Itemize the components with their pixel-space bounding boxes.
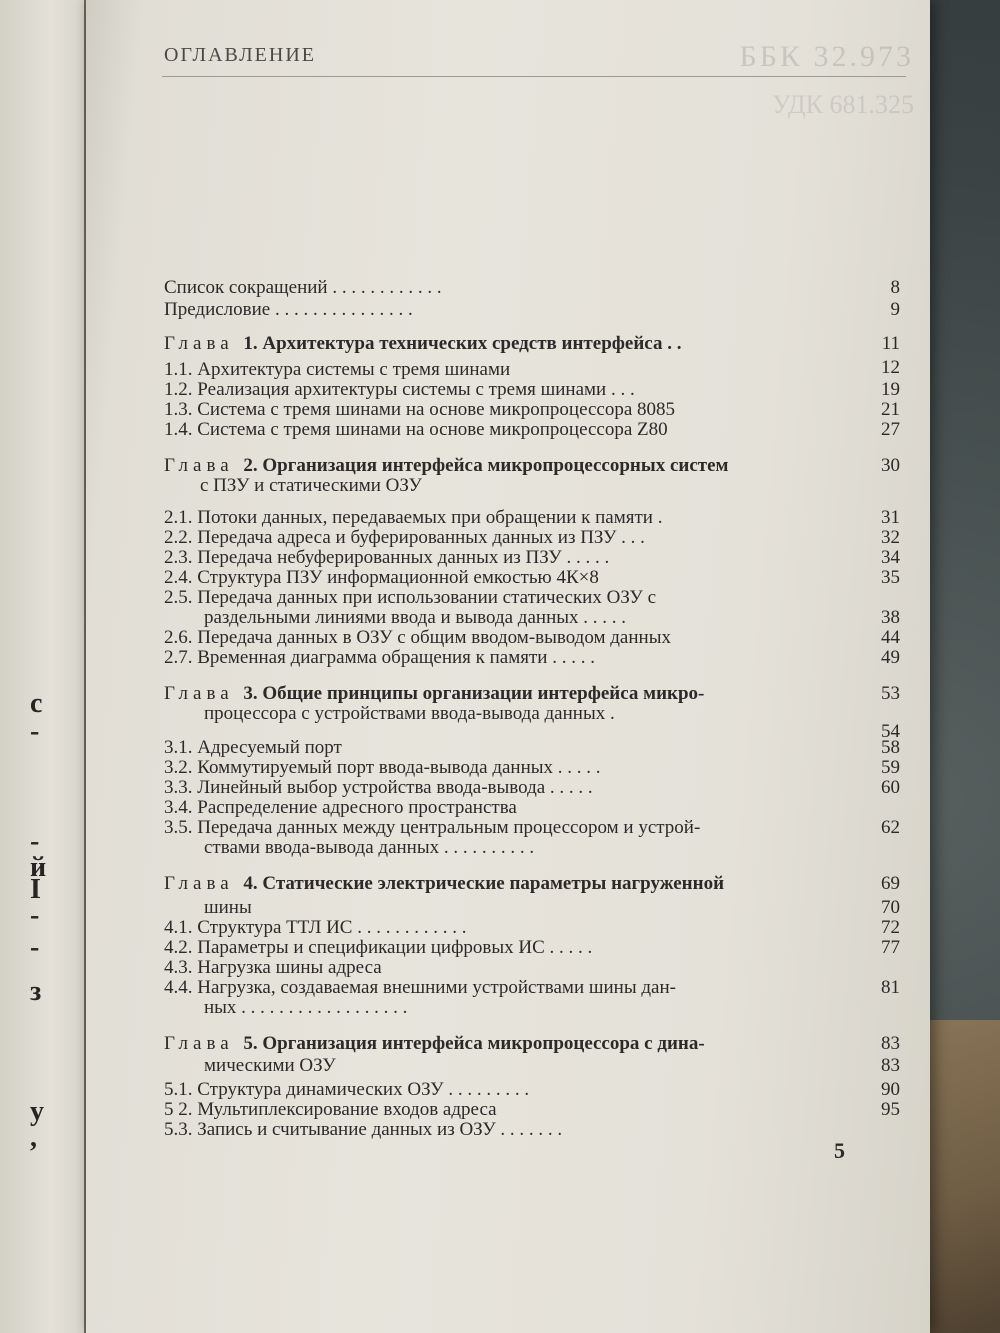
entry-page-number: 83 <box>881 1055 900 1076</box>
bleed-through-code: ББК 32.973 <box>739 40 914 73</box>
left-page-fragment: - <box>30 932 40 963</box>
toc-entry <box>164 918 880 938</box>
entry-title: 3.3. Линейный выбор устройства ввода-вывода . . . . . <box>164 777 593 798</box>
entry-title: 2.3. Передача небуферированных данных из ПЗУ . . . . . <box>164 547 610 568</box>
entry-title: 3.5. Передача данных между центральным процессором и устрой- <box>164 817 701 838</box>
entry-page-number: 69 <box>881 873 900 894</box>
entry-title: 3.4. Распределение адресного пространства <box>164 797 517 818</box>
toc-entry <box>164 476 916 496</box>
bleed-through-udc: УДК 681.325 <box>772 90 914 119</box>
chapter-entry <box>164 456 880 476</box>
chapter-prefix: Глава <box>164 333 244 354</box>
entry-page-number: 90 <box>881 1079 900 1100</box>
entry-page-number: 11 <box>881 333 900 354</box>
left-page-fragment: , <box>30 1122 37 1153</box>
toc-entry <box>164 1080 880 1100</box>
entry-page-number: 30 <box>881 455 900 476</box>
toc-entry <box>164 704 920 724</box>
left-page-fragment: у <box>30 1096 44 1127</box>
entry-page-number: 31 <box>881 507 900 528</box>
entry-title: 5.1. Структура динамических ОЗУ . . . . . . . . . <box>164 1079 530 1100</box>
left-page-fragment: - <box>30 826 40 857</box>
entry-page-number: 77 <box>881 937 900 958</box>
entry-title: 2.4. Структура ПЗУ информационной емкостью 4К×8 <box>164 567 599 588</box>
toc-entry <box>164 898 920 918</box>
toc-entry <box>164 778 880 798</box>
chapter-entry <box>164 1034 880 1054</box>
chapter-entry <box>164 684 880 704</box>
entry-page-number: 81 <box>881 977 900 998</box>
toc-entry <box>164 400 880 420</box>
entry-title: Список сокращений . . . . . . . . . . . . <box>164 277 442 298</box>
toc-entry <box>164 1120 880 1140</box>
entry-title: 2.5. Передача данных при использовании статических ОЗУ с <box>164 587 656 608</box>
entry-page-number: 58 <box>881 737 900 758</box>
entry-title: 2.2. Передача адреса и буферированных данных из ПЗУ . . . <box>164 527 645 548</box>
entry-page-number: 44 <box>881 627 900 648</box>
toc-entry <box>164 958 880 978</box>
left-page-fragment: й <box>30 852 47 883</box>
entry-page-number: 53 <box>881 683 900 704</box>
entry-title: 1.3. Система с тремя шинами на основе микропроцессора 8085 <box>164 399 676 420</box>
toc-entry <box>164 278 880 298</box>
entry-page-number: 59 <box>881 757 900 778</box>
toc-entry <box>164 978 880 998</box>
left-facing-page <box>0 0 86 1333</box>
entry-title: Предисловие . . . . . . . . . . . . . . . <box>164 299 413 320</box>
left-page-fragment: I <box>30 874 41 905</box>
entry-page-number: 19 <box>881 379 900 400</box>
entry-title: мическими ОЗУ <box>204 1055 336 1076</box>
entry-page-number: 70 <box>881 897 900 918</box>
entry-title: 4.1. Структура ТТЛ ИС . . . . . . . . . . . . <box>164 917 467 938</box>
toc-entry <box>164 1056 920 1076</box>
toc-entry <box>164 588 880 608</box>
entry-title: 2.1. Потоки данных, передаваемых при обращении к памяти . <box>164 507 663 528</box>
left-page-fragment: - <box>30 716 40 747</box>
toc-entry <box>164 608 920 628</box>
entry-title: 3.1. Адресуемый порт <box>164 737 342 758</box>
entry-page-number: 62 <box>881 817 900 838</box>
entry-title: ствами ввода-вывода данных . . . . . . . . . . <box>204 837 535 858</box>
chapter-prefix: Глава <box>164 455 244 476</box>
toc-entry <box>164 938 880 958</box>
toc-entry <box>164 508 880 528</box>
entry-title: 1.2. Реализация архитектуры системы с тремя шинами . . . <box>164 379 635 400</box>
entry-page-number: 8 <box>890 277 900 298</box>
entry-title: 3.2. Коммутируемый порт ввода-вывода данных . . . . . <box>164 757 601 778</box>
chapter-entry <box>164 334 880 354</box>
entry-page-number: 35 <box>881 567 900 588</box>
entry-page-number: 38 <box>881 607 900 628</box>
entry-title: 4.4. Нагрузка, создаваемая внешними устройствами шины дан- <box>164 977 676 998</box>
toc-entry <box>164 360 880 380</box>
entry-title: 2.7. Временная диаграмма обращения к памяти . . . . . <box>164 647 595 668</box>
entry-title: 5. Организация интерфейса микропроцессора с дина- <box>243 1033 705 1054</box>
entry-title: с ПЗУ и статическими ОЗУ <box>200 475 422 496</box>
entry-title: 4.3. Нагрузка шины адреса <box>164 957 382 978</box>
entry-page-number: 34 <box>881 547 900 568</box>
entry-page-number: 32 <box>881 527 900 548</box>
entry-title: шины <box>204 897 252 918</box>
entry-title: 5 2. Мультиплексирование входов адреса <box>164 1099 497 1120</box>
entry-title: 2.6. Передача данных в ОЗУ с общим вводом-выводом данных <box>164 627 671 648</box>
entry-page-number: 27 <box>881 419 900 440</box>
entry-page-number: 95 <box>881 1099 900 1120</box>
toc-entry <box>164 648 880 668</box>
header-rule <box>162 76 906 77</box>
chapter-prefix: Глава <box>164 873 244 894</box>
entry-title: 1.4. Система с тремя шинами на основе микропроцессора Z80 <box>164 419 668 440</box>
left-page-fragment: з <box>30 976 42 1007</box>
entry-page-number: 54 <box>881 721 900 742</box>
entry-title: 2. Организация интерфейса микропроцессорных систем <box>243 455 729 476</box>
entry-page-number: 49 <box>881 647 900 668</box>
entry-page-number: 83 <box>881 1033 900 1054</box>
chapter-prefix: Глава <box>164 683 244 704</box>
entry-title: 4. Статические электрические параметры нагруженной <box>243 873 725 894</box>
left-page-fragment: - <box>30 900 40 931</box>
chapter-prefix: Глава <box>164 1033 244 1054</box>
entry-title: 1.1. Архитектура системы с тремя шинами <box>164 359 511 380</box>
toc-entry <box>164 998 920 1018</box>
toc-entry <box>164 818 880 838</box>
toc-entry <box>164 420 880 440</box>
toc-entry <box>164 568 880 588</box>
toc-entry <box>164 628 880 648</box>
page-header: ОГЛАВЛЕНИЕ <box>164 44 316 66</box>
toc-entry <box>164 798 880 818</box>
entry-title: 5.3. Запись и считывание данных из ОЗУ . . . . . . . <box>164 1119 563 1140</box>
toc-entry <box>164 758 880 778</box>
toc-entry <box>164 380 880 400</box>
toc-entry <box>164 548 880 568</box>
entry-page-number: 12 <box>881 357 900 378</box>
entry-title: 1. Архитектура технических средств интерфейса . . <box>243 333 682 354</box>
entry-title: процессора с устройствами ввода-вывода данных . <box>204 703 615 724</box>
entry-page-number: 60 <box>881 777 900 798</box>
contents-page <box>86 0 930 1333</box>
toc-entry <box>164 838 920 858</box>
entry-title: ных . . . . . . . . . . . . . . . . . . <box>204 997 408 1018</box>
toc-entry <box>164 300 880 320</box>
toc-entry <box>164 738 880 758</box>
toc-entry <box>164 1100 880 1120</box>
entry-page-number: 72 <box>881 917 900 938</box>
toc-entry <box>164 528 880 548</box>
entry-page-number: 21 <box>881 399 900 420</box>
entry-page-number: 9 <box>890 299 900 320</box>
entry-title: 3. Общие принципы организации интерфейса микро- <box>243 683 705 704</box>
chapter-entry <box>164 874 880 894</box>
left-page-fragment: с <box>30 688 43 719</box>
entry-title: 4.2. Параметры и спецификации цифровых ИС . . . . . <box>164 937 593 958</box>
entry-title: раздельными линиями ввода и вывода данных . . . . . <box>204 607 626 628</box>
page-number: 5 <box>834 1138 845 1163</box>
